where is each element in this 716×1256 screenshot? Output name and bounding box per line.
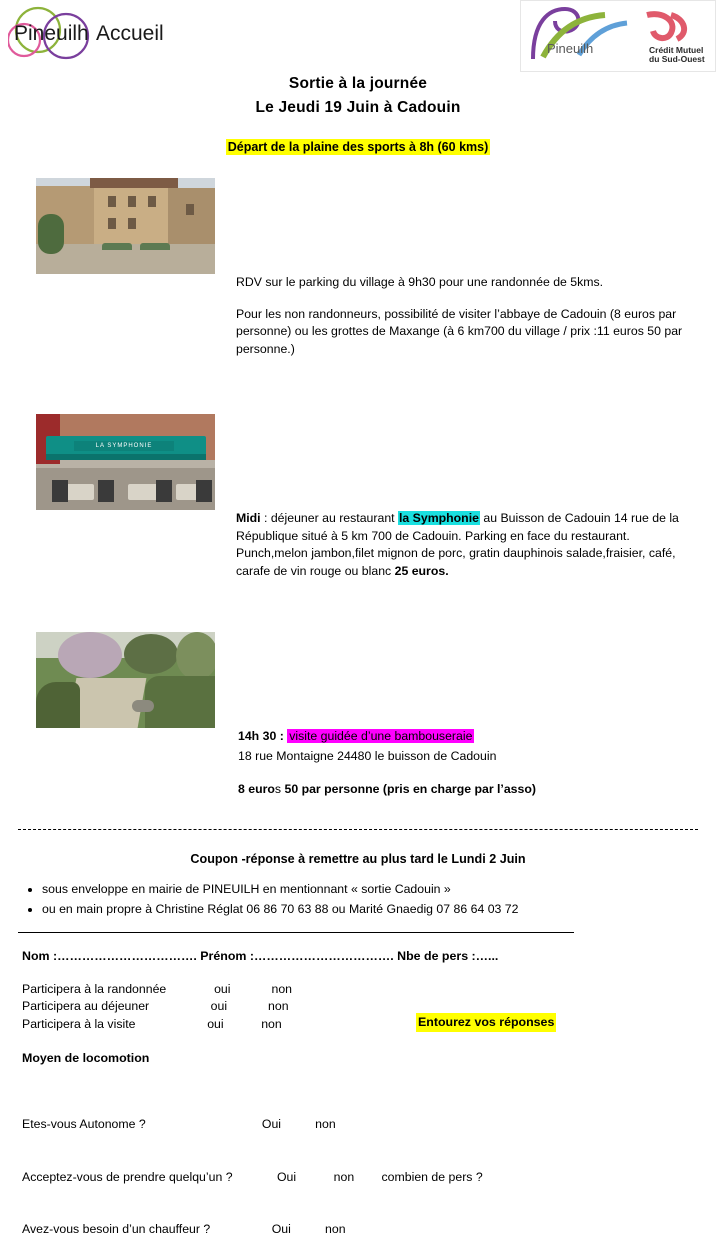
question-prendre-quelquun[interactable]: Acceptez-vous de prendre quelqu’un ? Oui non combien de pers ? (22, 1169, 483, 1184)
entourez-note: Entourez vos réponses (416, 1013, 556, 1033)
visite-price-part2: 50 par personne (pris en charge par l’asso) (281, 782, 536, 796)
visite-address: 18 rue Montaigne 24480 le buisson de Cadouin (238, 748, 497, 763)
midi-text-before: : déjeuner au restaurant (260, 511, 398, 525)
transport-questions[interactable] (22, 1081, 716, 1256)
name-fields[interactable]: Nom :……………………………. Prénom :……………………………. Nbe de pers :…... (22, 948, 499, 963)
answer-row-randonnee[interactable]: Participera à la randonnée oui non (22, 981, 292, 996)
svg-text:Pineuilh: Pineuilh (547, 41, 594, 56)
photo-village-cadouin (36, 178, 215, 274)
midi-price: 25 euros. (394, 563, 449, 578)
section-rdv (0, 178, 716, 358)
answer-row-visite[interactable]: Participera à la visite oui non (22, 1016, 282, 1031)
midi-text-after: au Buisson de Cadouin 14 rue de la République situé à 5 km 700 de Cadouin. Parking en face du restaurant. (236, 511, 679, 543)
participation-answers[interactable] (22, 981, 716, 1034)
page-header (0, 0, 716, 70)
rdv-paragraph-2: Pour les non randonneurs, possibilité de visiter l’abbaye de Cadouin (8 euros par personne) ou les grottes de Maxange (à 6 km700 du village / prix :11 euros 50 par personne.) (236, 306, 683, 356)
list-item: • sous enveloppe en mairie de PINEUILH en mentionnant « sortie Cadouin » (42, 880, 716, 898)
restaurant-name-highlight: la Symphonie (399, 511, 479, 525)
svg-text:Crédit Mutuel: Crédit Mutuel (649, 45, 704, 55)
rdv-paragraph-1: RDV sur le parking du village à 9h30 pour une randonnée de 5kms. (236, 275, 604, 289)
title-line-2: Le Jeudi 19 Juin à Cadouin (255, 99, 461, 116)
photo-restaurant-la-symphonie: LA SYMPHONIE (36, 414, 215, 510)
departure-text: Départ de la plaine des sports à 8h (60 kms) (227, 140, 489, 154)
photo-bambouseraie (36, 632, 215, 728)
title-line-1: Sortie à la journée (288, 75, 428, 92)
section-midi (0, 414, 716, 580)
svg-text:Pineuilh: Pineuilh (14, 22, 89, 45)
visite-price-s: s (274, 782, 282, 796)
rdv-text (236, 274, 684, 358)
answer-row-dejeuner[interactable]: Participera au déjeuner oui non (22, 999, 289, 1013)
transport-heading: Moyen de locomotion (22, 1051, 150, 1065)
document-title (0, 72, 716, 120)
midi-text (236, 510, 684, 580)
coupon-title: Coupon -réponse à remettre au plus tard le Lundi 2 Juin (190, 851, 526, 866)
list-item: • ou en main propre à Christine Réglat 06 86 70 63 88 ou Marité Gnaedig 07 86 64 03 72 (42, 900, 716, 918)
svg-text:Accueil: Accueil (96, 22, 164, 45)
pineuilh-accueil-logo (8, 6, 178, 64)
visite-price-part1: 8 euro (238, 782, 275, 796)
dashed-divider (18, 829, 698, 830)
departure-info (0, 140, 716, 154)
question-besoin-chauffeur[interactable]: Avez-vous besoin d’un chauffeur ? Oui non (22, 1222, 346, 1236)
visite-highlight: visite guidée d’une bambouseraie (289, 729, 473, 743)
visite-time: 14h 30 : (238, 729, 288, 743)
coupon-delivery-options (0, 880, 716, 918)
midi-menu: Punch,melon jambon,filet mignon de porc, gratin dauphinois salade,fraisier, café, carafe de vin rouge ou blanc (236, 546, 676, 578)
midi-paragraph (236, 510, 684, 545)
solid-divider (18, 932, 574, 933)
visite-price-line (238, 781, 686, 799)
section-visite (0, 632, 716, 799)
visite-text (238, 728, 686, 799)
midi-label: Midi (236, 511, 261, 525)
midi-menu-paragraph (236, 545, 684, 580)
visite-title-line (238, 728, 686, 746)
question-autonome[interactable]: Etes-vous Autonome ? Oui non (22, 1117, 336, 1131)
credit-mutuel-partner-logo (520, 0, 716, 72)
svg-text:du Sud-Ouest: du Sud-Ouest (649, 54, 705, 64)
